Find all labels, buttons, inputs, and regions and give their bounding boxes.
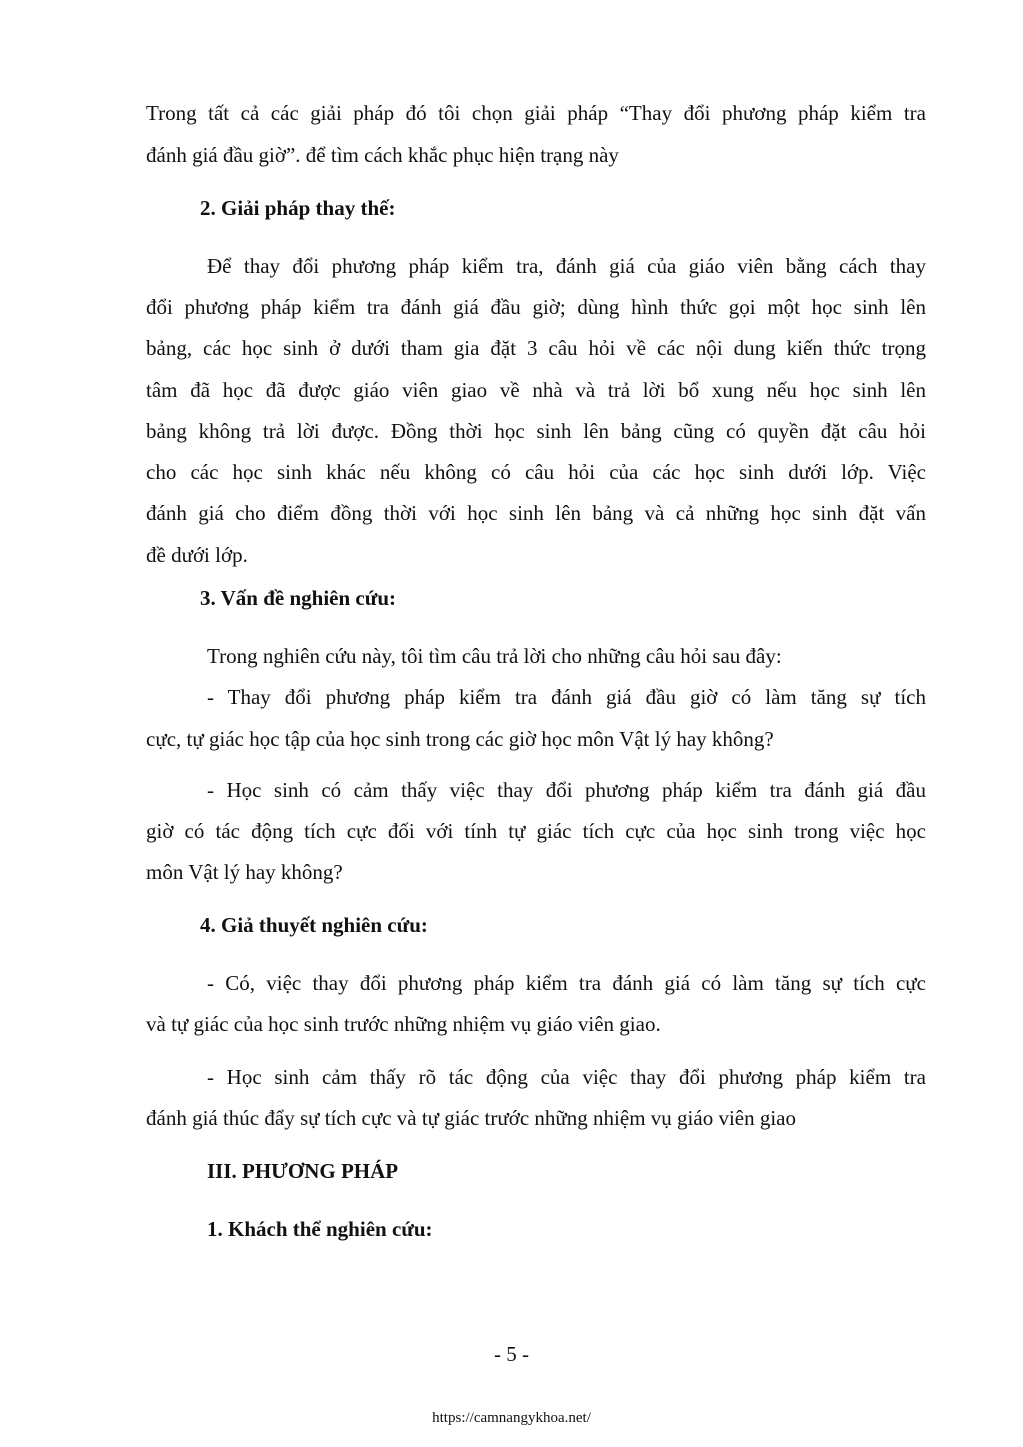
section-2-line-3: bảng, các học sinh ở dưới tham gia đặt 3 câu hỏi về các nội dung kiến thức trọng: [146, 336, 926, 360]
section-3-line-5: giờ có tác động tích cực đối với tính tự giác tích cực của học sinh trong việc học: [146, 819, 926, 843]
section-3-line-2: - Thay đổi phương pháp kiểm tra đánh giá đầu giờ có làm tăng sự tích: [207, 685, 926, 709]
footer-url: https://camnangykhoa.net/: [432, 1410, 591, 1426]
section-4-line-2: và tự giác của học sinh trước những nhiệm vụ giáo viên giao.: [146, 1012, 661, 1036]
section-2-heading: 2. Giải pháp thay thế:: [200, 196, 396, 220]
section-2-line-8: đề dưới lớp.: [146, 543, 248, 567]
page-number: - 5 -: [494, 1342, 529, 1366]
section-2-line-7: đánh giá cho điểm đồng thời với học sinh lên bảng và cả những học sinh đặt vấn: [146, 501, 926, 525]
section-2-line-5: bảng không trả lời được. Đồng thời học sinh lên bảng cũng có quyền đặt câu hỏi: [146, 419, 926, 443]
section-3-line-4: - Học sinh có cảm thấy việc thay đổi phương pháp kiểm tra đánh giá đầu: [207, 778, 926, 802]
intro-line-1: Trong tất cả các giải pháp đó tôi chọn giải pháp “Thay đổi phương pháp kiểm tra: [146, 101, 926, 125]
section-4-line-4: đánh giá thúc đẩy sự tích cực và tự giác trước những nhiệm vụ giáo viên giao: [146, 1106, 797, 1130]
section-4-heading: 4. Giả thuyết nghiên cứu:: [200, 913, 428, 937]
section-2-line-2: đổi phương pháp kiểm tra đánh giá đầu giờ; dùng hình thức gọi một học sinh lên: [146, 295, 926, 319]
section-3-line-6: môn Vật lý hay không?: [146, 860, 343, 884]
intro-line-2: đánh giá đầu giờ”. để tìm cách khắc phục hiện trạng này: [146, 143, 619, 167]
section-3-heading: 3. Vấn đề nghiên cứu:: [200, 586, 397, 610]
section-4-line-1: - Có, việc thay đổi phương pháp kiểm tra đánh giá có làm tăng sự tích cực: [207, 971, 926, 995]
section-iii-heading: III. PHƯƠNG PHÁP: [207, 1159, 399, 1183]
section-2-line-6: cho các học sinh khác nếu không có câu hỏi của các học sinh dưới lớp. Việc: [146, 460, 926, 484]
section-3-line-3: cực, tự giác học tập của học sinh trong các giờ học môn Vật lý hay không?: [146, 727, 774, 751]
section-4-line-3: - Học sinh cảm thấy rõ tác động của việc thay đổi phương pháp kiểm tra: [207, 1065, 926, 1089]
section-2-line-4: tâm đã học đã được giáo viên giao về nhà và trả lời bổ xung nếu học sinh lên: [146, 378, 926, 402]
section-3-line-1: Trong nghiên cứu này, tôi tìm câu trả lời cho những câu hỏi sau đây:: [207, 644, 782, 668]
section-iii-subheading: 1. Khách thể nghiên cứu:: [207, 1217, 433, 1241]
section-2-line-1: Để thay đổi phương pháp kiểm tra, đánh giá của giáo viên bằng cách thay: [207, 254, 926, 278]
